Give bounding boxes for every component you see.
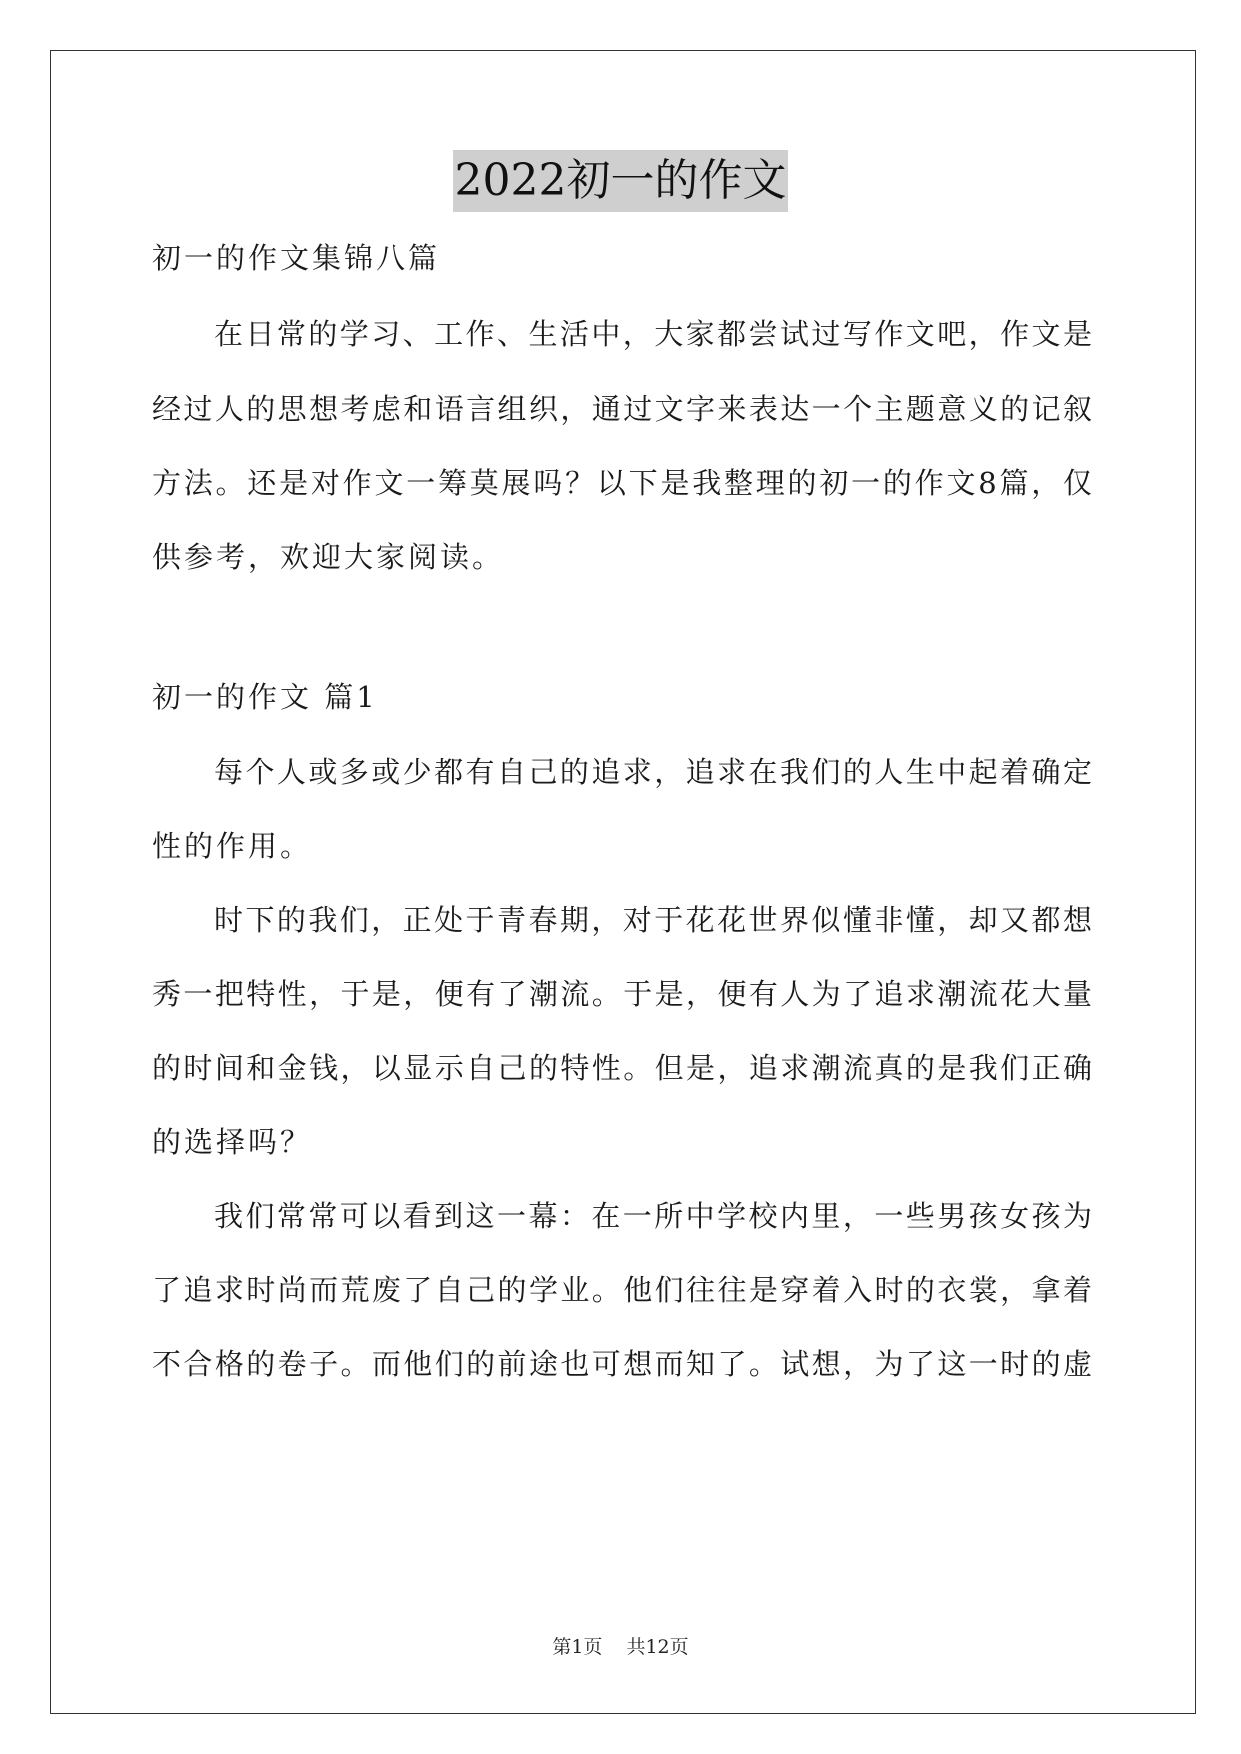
- paragraph-line: 了追求时尚而荒废了自己的学业。他们往往是穿着入时的衣裳，拿着: [152, 1273, 1092, 1307]
- page-total: 共12页: [626, 1636, 689, 1658]
- paragraph-line: 的选择吗？: [152, 1125, 313, 1159]
- document-title: 2022初一的作文: [453, 150, 789, 212]
- page-footer: [0, 1632, 1241, 1659]
- paragraph-line: 不合格的卷子。而他们的前途也可想而知了。试想，为了这一时的虚: [152, 1347, 1092, 1381]
- page-number: 第1页: [552, 1636, 603, 1658]
- document-subtitle: 初一的作文集锦八篇: [152, 241, 441, 275]
- paragraph-line: 的时间和金钱，以显示自己的特性。但是，追求潮流真的是我们正确: [152, 1051, 1092, 1085]
- section-heading: 初一的作文 篇1: [152, 680, 378, 714]
- paragraph-line: 时下的我们，正处于青春期，对于花花世界似懂非懂，却又都想: [214, 903, 1092, 937]
- paragraph-line: 我们常常可以看到这一幕：在一所中学校内里，一些男孩女孩为: [214, 1199, 1092, 1233]
- paragraph-line: 每个人或多或少都有自己的追求，追求在我们的人生中起着确定: [214, 755, 1092, 789]
- paragraph-line: 秀一把特性，于是，便有了潮流。于是，便有人为了追求潮流花大量: [152, 977, 1092, 1011]
- page-border: [50, 50, 1196, 1714]
- paragraph-line: 性的作用。: [152, 829, 313, 863]
- paragraph-line: 方法。还是对作文一筹莫展吗？以下是我整理的初一的作文8篇，仅: [152, 466, 1092, 500]
- title-container: [0, 150, 1241, 212]
- paragraph-line: 供参考，欢迎大家阅读。: [152, 540, 505, 574]
- paragraph-line: 经过人的思想考虑和语言组织，通过文字来表达一个主题意义的记叙: [152, 392, 1092, 426]
- paragraph-line: 在日常的学习、工作、生活中，大家都尝试过写作文吧，作文是: [214, 317, 1092, 351]
